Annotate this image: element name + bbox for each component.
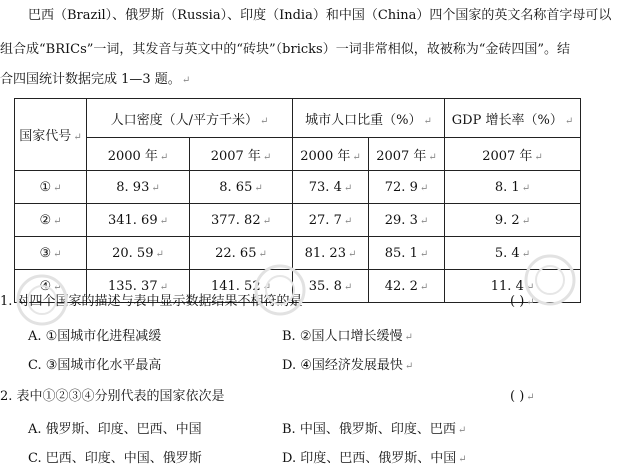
question-2-stem: 2. 表中①②③④分别代表的国家依次是 xyxy=(0,389,225,404)
question-1-option-a: A. ①国城市化进程减缓 xyxy=(28,329,162,344)
table-row xyxy=(15,204,581,237)
cell-urban-2007: 42. 2 ↵ xyxy=(369,270,445,303)
question-1-answer-blank: ( ) ↵ xyxy=(510,294,535,309)
question-1-option-b: B. ②国人口增长缓慢 ↵ xyxy=(282,329,413,344)
question-1-option-c: C. ③国城市化水平最高 xyxy=(28,358,162,373)
question-2-option-d: D. 印度、巴西、俄罗斯、中国 ↵ xyxy=(282,451,467,466)
cell-urban-2000: 73. 4 ↵ xyxy=(293,171,369,204)
header-population-density: 人口密度（人/平方千米） ↵ xyxy=(87,99,293,138)
cell-density-2000: 20. 59 ↵ xyxy=(87,237,190,270)
year-2000-density: 2000 年 ↵ xyxy=(87,138,190,171)
cell-code: ③ ↵ xyxy=(15,237,87,270)
cell-urban-2000: 81. 23 ↵ xyxy=(293,237,369,270)
cell-density-2000: 135. 37 ↵ xyxy=(87,270,190,303)
cell-density-2007: 8. 65 ↵ xyxy=(190,171,293,204)
question-1-stem: 1. 对四个国家的描述与表中显示数据结果不相符的是 xyxy=(0,294,303,309)
table-header-row xyxy=(15,99,581,138)
cell-density-2007: 377. 82 ↵ xyxy=(190,204,293,237)
intro-line-2: 组合成“BRICs”一词，其发音与英文中的“砖块”（bricks）一词非常相似，故被称为“金砖四国”。结 xyxy=(0,42,570,57)
watermark-logo-icon xyxy=(520,250,580,310)
question-2-option-c: C. 巴西、印度、中国、俄罗斯 xyxy=(28,451,202,466)
cell-urban-2000: 35. 8 ↵ xyxy=(293,270,369,303)
year-2007-density: 2007 年 ↵ xyxy=(190,138,293,171)
watermark-logo-icon xyxy=(250,260,310,320)
cell-gdp-2007: 8. 1 ↵ xyxy=(445,171,581,204)
year-2007-urban: 2007 年 ↵ xyxy=(369,138,445,171)
cell-urban-2007: 85. 1 ↵ xyxy=(369,237,445,270)
cell-code: ④ ↵ xyxy=(15,270,87,303)
cell-gdp-2007: 11. 4 ↵ xyxy=(445,270,581,303)
return-mark-icon: ↵ xyxy=(181,75,191,86)
cell-urban-2007: 72. 9 ↵ xyxy=(369,171,445,204)
cell-gdp-2007: 9. 2 ↵ xyxy=(445,204,581,237)
question-2-answer-blank: ( ) ↵ xyxy=(510,389,535,404)
cell-code: ① ↵ xyxy=(15,171,87,204)
cell-density-2000: 8. 93 ↵ xyxy=(87,171,190,204)
watermark-logo-icon xyxy=(12,270,72,330)
cell-code: ② ↵ xyxy=(15,204,87,237)
year-2000-urban: 2000 年 ↵ xyxy=(293,138,369,171)
cell-density-2000: 341. 69 ↵ xyxy=(87,204,190,237)
table-row xyxy=(15,171,581,204)
question-2-option-b: B. 中国、俄罗斯、印度、巴西 ↵ xyxy=(282,422,467,437)
header-country-code: 国家代号 ↵ xyxy=(15,99,87,171)
question-2-option-a: A. 俄罗斯、印度、巴西、中国 xyxy=(28,422,202,437)
cell-urban-2007: 29. 3 ↵ xyxy=(369,204,445,237)
intro-line-1: 巴西（Brazil）、俄罗斯（Russia）、印度（India）和中国（China）四个国家的英文名称首字母可以 xyxy=(28,8,612,23)
cell-density-2007: 141. 52 ↵ xyxy=(190,270,293,303)
intro-line-3 xyxy=(0,70,190,90)
header-gdp-growth: GDP 增长率（%） ↵ xyxy=(445,99,581,138)
year-2007-gdp: 2007 年 ↵ xyxy=(445,138,581,171)
cell-density-2007: 22. 65 ↵ xyxy=(190,237,293,270)
cell-gdp-2007: 5. 4 ↵ xyxy=(445,237,581,270)
cell-urban-2000: 27. 7 ↵ xyxy=(293,204,369,237)
question-1-option-d: D. ④国经济发展最快 ↵ xyxy=(282,358,414,373)
header-urban-ratio: 城市人口比重（%） ↵ xyxy=(293,99,445,138)
intro-line-3-text: 合四国统计数据完成 1—3 题。 xyxy=(0,72,181,87)
table-year-row xyxy=(15,138,581,171)
